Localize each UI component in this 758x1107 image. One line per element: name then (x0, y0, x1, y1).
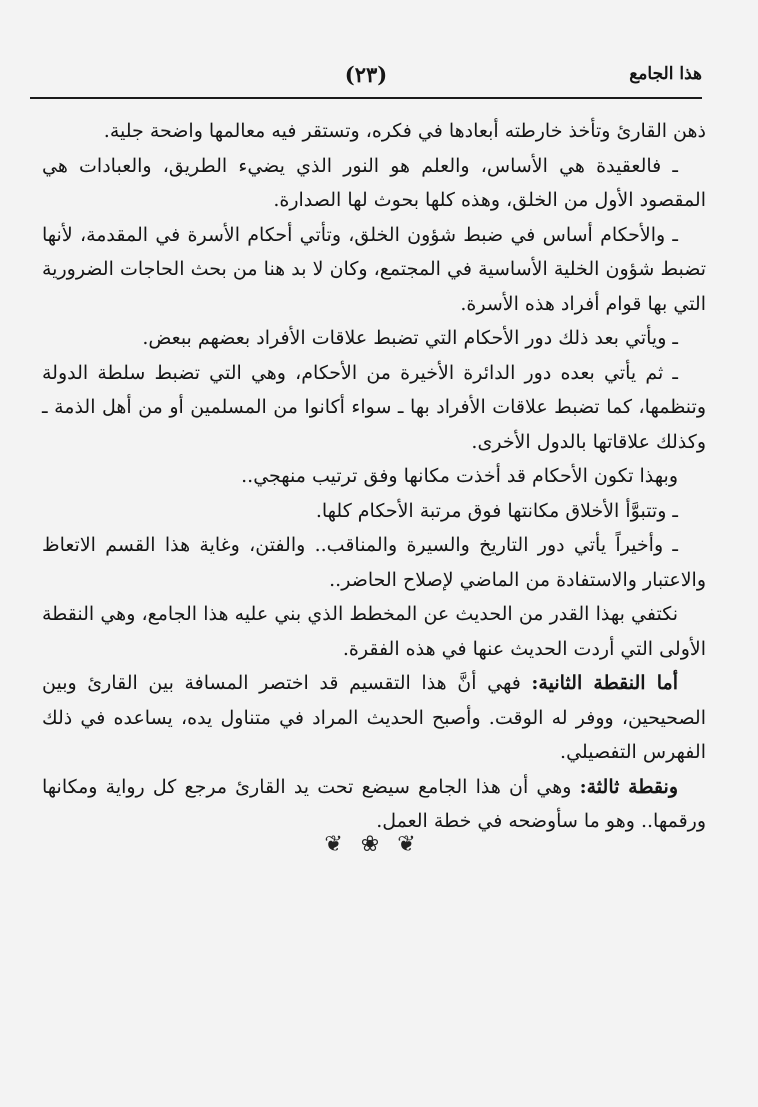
paragraph-text: ـ ويأتي بعد ذلك دور الأحكام التي تضبط علاقات الأفراد بعضهم ببعض. (142, 327, 678, 349)
paragraph-text: وهي أن هذا الجامع سيضع تحت يد القارئ مرجع كل رواية ومكانها ورقمها.. وهو ما سأوضحه في خطة العمل. (42, 775, 706, 832)
paragraph-text: ـ وتتبوَّأ الأخلاق مكانتها فوق مرتبة الأحكام كلها. (315, 499, 678, 522)
paragraph-text: ـ فالعقيدة هي الأساس، والعلم هو النور الذي يضيء الطريق، والعبادات هي المقصود الأول من الخلق، وهذه كلها بحوث لها الصدارة. (42, 154, 706, 211)
paragraph-text: نكتفي بهذا القدر من الحديث عن المخطط الذي بني عليه هذا الجامع، وهي النقطة الأولى التي أردت الحديث عنها في هذه الفقرة. (42, 603, 706, 660)
floral-ornament-icon: ❀ (360, 832, 398, 857)
paragraph (42, 597, 706, 666)
paragraph (42, 494, 706, 529)
paragraph (42, 770, 706, 839)
header-divider (30, 97, 702, 99)
paragraph (42, 356, 706, 460)
paragraph-text: فهي أنَّ هذا التقسيم قد اختصر المسافة بين القارئ وبين الصحيحين، ووفر له الوقت. وأصبح الحديث المراد في متناول يده، يساعده في ذلك الفهرس التفصيلي. (42, 672, 706, 763)
paragraph (42, 149, 706, 218)
paragraph-text: ذهن القارئ وتأخذ خارطته أبعادها في فكره، وتستقر فيه معالمها واضحة جلية. (103, 120, 706, 142)
paragraph (42, 114, 706, 149)
paragraph-lead: ونقطة ثالثة: (579, 775, 678, 798)
page-number: (٢٣) (344, 62, 388, 87)
main-text (42, 114, 706, 839)
running-head-title: هذا الجامع (629, 64, 702, 84)
paragraph-lead: أما النقطة الثانية: (531, 672, 678, 694)
floral-ornament-icon: ❦ (324, 832, 361, 857)
paragraph-text: وبهذا تكون الأحكام قد أخذت مكانها وفق ترتيب منهجي.. (241, 465, 678, 487)
paragraph (42, 666, 706, 770)
section-end-ornament (0, 832, 758, 857)
paragraph-text: ـ وأخيراً يأتي دور التاريخ والسيرة والمناقب.. والفتن، وغاية هذا القسم الاتعاظ والاعتبار والاستفادة من الماضي لإصلاح الحاضر.. (42, 534, 706, 591)
floral-ornament-icon: ❦ (397, 832, 434, 857)
paragraph-text: ـ ثم يأتي بعده دور الدائرة الأخيرة من الأحكام، وهي التي تضبط سلطة الدولة وتنظمها، كما تضبط علاقات الأفراد بها ـ سواء أكانوا من المسلمين أو من أهل الذمة ـ وكذلك علاقاتها بالدول الأخرى. (42, 361, 706, 453)
page-header (30, 60, 702, 100)
paragraph (42, 528, 706, 597)
paragraph-text: ـ والأحكام أساس في ضبط شؤون الخلق، وتأتي أحكام الأسرة في المقدمة، لأنها تضبط شؤون الخلية الأساسية في المجتمع، وكان لا بد هنا من بحث الحاجات الضرورية التي بها قوام أفراد هذه الأسرة. (42, 223, 706, 315)
paragraph (42, 321, 706, 356)
paragraph (42, 459, 706, 494)
paragraph (42, 218, 706, 322)
